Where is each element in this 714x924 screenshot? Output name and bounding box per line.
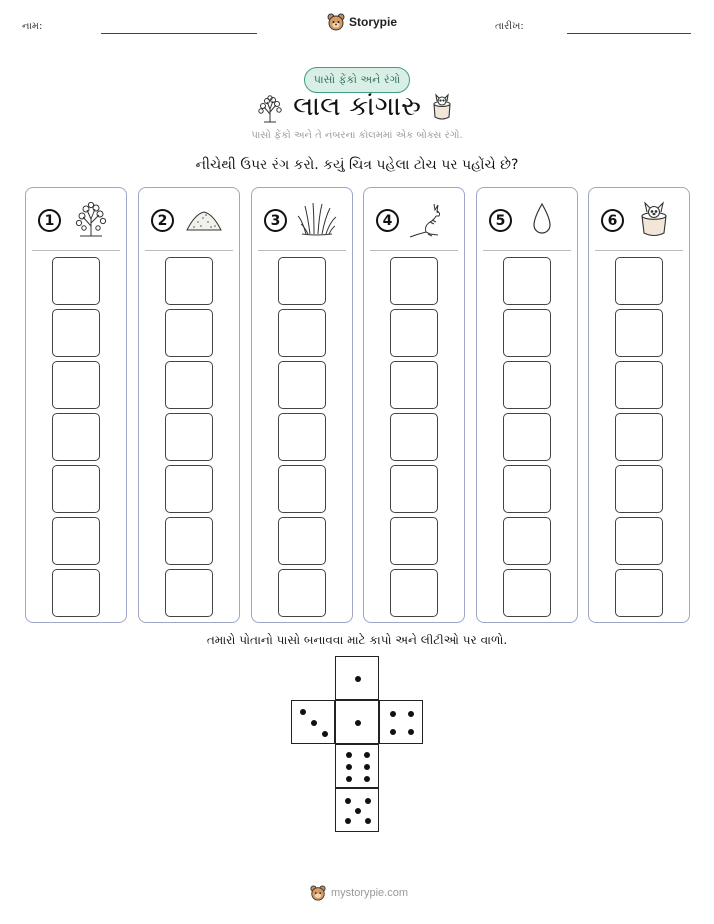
die-pip (408, 729, 414, 735)
color-box[interactable] (503, 569, 551, 617)
color-box[interactable] (615, 413, 663, 461)
color-box[interactable] (503, 257, 551, 305)
column-number: 3 (264, 209, 287, 232)
grass-icon (296, 200, 338, 240)
name-label: નામ: (22, 21, 43, 32)
column-number: 1 (38, 209, 61, 232)
die-pip (311, 720, 317, 726)
color-box[interactable] (52, 309, 100, 357)
column-number: 5 (489, 209, 512, 232)
bear-logo-icon (310, 885, 326, 901)
die-pip (390, 729, 396, 735)
color-box[interactable] (615, 309, 663, 357)
die-pip (365, 818, 371, 824)
color-box[interactable] (278, 465, 326, 513)
subtitle: પાસો ફેંકો અને તે નંબરના કૉલમમાં એક બોક્સ રંગો. (251, 130, 463, 141)
color-box[interactable] (615, 465, 663, 513)
column-divider (595, 250, 683, 251)
column-header (477, 188, 577, 250)
column-divider (32, 250, 120, 251)
brand-name: Storypie (349, 15, 398, 29)
die-face-1 (335, 700, 379, 744)
die-pip (346, 752, 352, 758)
bear-logo-icon (327, 13, 345, 31)
color-box[interactable] (390, 465, 438, 513)
color-box[interactable] (503, 517, 551, 565)
die-pip (365, 798, 371, 804)
color-box[interactable] (278, 361, 326, 409)
column-header (252, 188, 352, 250)
color-box[interactable] (615, 361, 663, 409)
color-box[interactable] (503, 309, 551, 357)
question: નીચેથી ઉપર રંગ કરો. કયું ચિત્ર પહેલા ટોચ પર પહોંચે છે? (195, 157, 519, 173)
color-box[interactable] (278, 517, 326, 565)
die-pip (345, 818, 351, 824)
footer-url: mystorypie.com (331, 887, 409, 899)
color-box[interactable] (390, 361, 438, 409)
die-pip (355, 676, 361, 682)
column-5 (476, 187, 578, 623)
die-pip (390, 711, 396, 717)
die-pip (345, 798, 351, 804)
die-pip (364, 776, 370, 782)
color-box[interactable] (165, 569, 213, 617)
color-box[interactable] (278, 569, 326, 617)
sand-pile-icon (183, 200, 225, 240)
activity-pill: પાસો ફેંકો અને રંગો (304, 67, 410, 93)
date-label: તારીખ: (495, 21, 524, 32)
die-face-6 (335, 744, 379, 788)
die-face-1 (335, 656, 379, 700)
column-divider (370, 250, 458, 251)
color-box[interactable] (615, 517, 663, 565)
column-6 (588, 187, 690, 623)
color-box[interactable] (165, 361, 213, 409)
kangaroo-pouch-icon (633, 200, 675, 240)
color-box[interactable] (503, 413, 551, 461)
brand-logo (327, 12, 397, 32)
color-box[interactable] (615, 569, 663, 617)
column-number: 4 (376, 209, 399, 232)
color-box[interactable] (503, 361, 551, 409)
column-3 (251, 187, 353, 623)
die-pip (322, 731, 328, 737)
column-divider (145, 250, 233, 251)
die-pip (346, 776, 352, 782)
water-drop-icon (521, 200, 563, 240)
die-pip (364, 764, 370, 770)
color-box[interactable] (52, 361, 100, 409)
column-header (589, 188, 689, 250)
bush-icon (70, 200, 112, 240)
color-box[interactable] (165, 257, 213, 305)
column-header (364, 188, 464, 250)
column-number: 6 (601, 209, 624, 232)
die-pip (408, 711, 414, 717)
color-box[interactable] (165, 309, 213, 357)
die-pip (355, 720, 361, 726)
color-box[interactable] (278, 257, 326, 305)
color-box[interactable] (52, 465, 100, 513)
color-box[interactable] (52, 517, 100, 565)
color-box[interactable] (390, 569, 438, 617)
color-box[interactable] (390, 309, 438, 357)
die-pip (364, 752, 370, 758)
footer (310, 885, 408, 901)
die-pip (346, 764, 352, 770)
color-box[interactable] (390, 517, 438, 565)
die-pip (300, 709, 306, 715)
die-instruction: તમારો પોતાનો પાસો બનાવવા માટે કાપો અને લીટીઓ પર વાળો. (206, 633, 508, 647)
color-box[interactable] (52, 569, 100, 617)
date-line[interactable] (567, 33, 691, 34)
color-box[interactable] (165, 465, 213, 513)
die-face-3 (291, 700, 335, 744)
color-box[interactable] (278, 309, 326, 357)
color-box[interactable] (52, 257, 100, 305)
color-box[interactable] (503, 465, 551, 513)
color-box[interactable] (165, 413, 213, 461)
color-box[interactable] (278, 413, 326, 461)
die-face-5 (335, 788, 379, 832)
kangaroo-icon (408, 200, 450, 240)
column-header (26, 188, 126, 250)
column-2 (138, 187, 240, 623)
color-box[interactable] (615, 257, 663, 305)
column-4 (363, 187, 465, 623)
column-divider (483, 250, 571, 251)
die-face-4 (379, 700, 423, 744)
kangaroo-pouch-icon (428, 92, 456, 122)
color-box[interactable] (390, 257, 438, 305)
color-box[interactable] (165, 517, 213, 565)
color-box[interactable] (52, 413, 100, 461)
column-divider (258, 250, 346, 251)
column-header (139, 188, 239, 250)
name-line[interactable] (101, 33, 257, 34)
page-title: લાલ કાંગારુ (293, 91, 421, 122)
die-pip (355, 808, 361, 814)
color-box[interactable] (390, 413, 438, 461)
column-1 (25, 187, 127, 623)
column-number: 2 (151, 209, 174, 232)
